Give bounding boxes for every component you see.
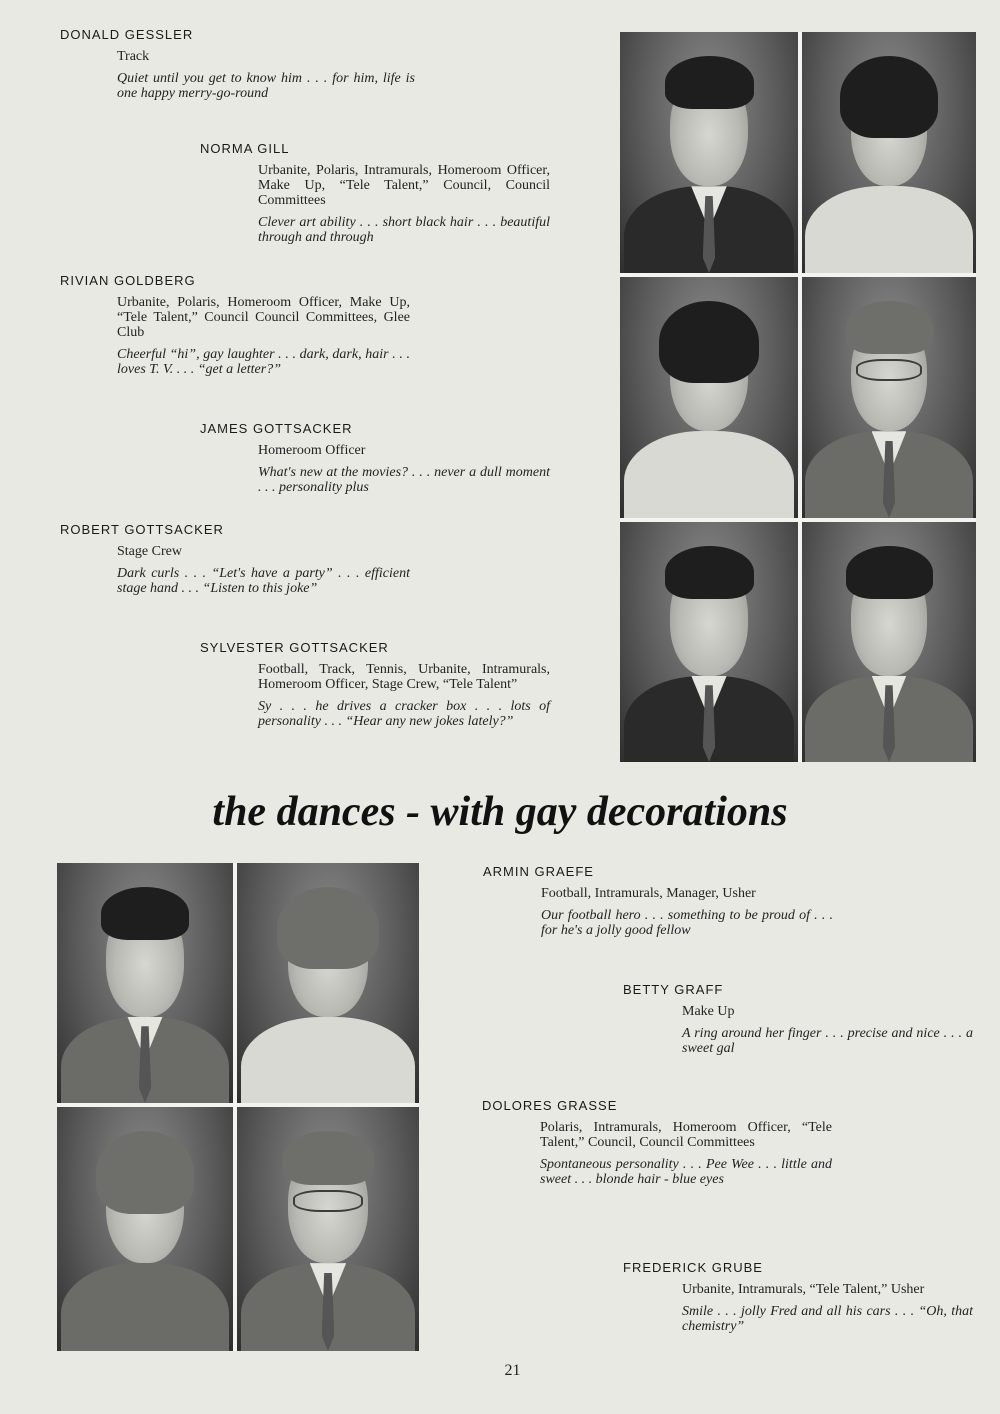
senior-quote: Cheerful “hi”, gay laughter . . . dark, dark, hair . . . loves T. V. . . . “get a letter?” [117,347,410,377]
senior-quote: Sy . . . he drives a cracker box . . . lots of personality . . . “Hear any new jokes lately?” [258,699,550,729]
senior-quote: Clever art ability . . . short black hair . . . beautiful through and through [258,215,550,245]
portrait-photo-armin-graefe [57,863,233,1103]
senior-quote: What's new at the movies? . . . never a dull moment . . . personality plus [258,465,550,495]
senior-entry-rivian-goldberg [60,273,410,377]
senior-name: BETTY GRAFF [623,982,724,997]
senior-entry-dolores-grasse [482,1098,832,1187]
portrait-photo-frederick-grube [237,1107,419,1351]
senior-entry-james-gottsacker [200,421,550,495]
senior-name: JAMES GOTTSACKER [200,421,353,436]
senior-name: SYLVESTER GOTTSACKER [200,640,389,655]
photo-grid-bottom [57,863,419,1351]
senior-activities: Urbanite, Polaris, Intramurals, Homeroom Officer, Make Up, “Tele Talent,” Council, Council Committees [258,163,550,208]
senior-activities: Urbanite, Intramurals, “Tele Talent,” Usher [682,1282,925,1297]
senior-activities: Track [117,49,150,64]
senior-quote: A ring around her finger . . . precise and nice . . . a sweet gal [682,1026,973,1056]
section-heading: the dances - with gay decorations [212,789,788,835]
portrait-photo-rivian-goldberg [620,277,798,518]
portrait-photo-betty-graff [237,863,419,1103]
senior-name: DONALD GESSLER [60,27,194,42]
senior-entry-frederick-grube [623,1260,973,1334]
senior-quote: Quiet until you get to know him . . . for him, life is one happy merry-go-round [117,71,415,101]
senior-entry-betty-graff [623,982,973,1056]
senior-name: ARMIN GRAEFE [483,864,594,879]
senior-name: NORMA GILL [200,141,290,156]
senior-activities: Football, Track, Tennis, Urbanite, Intramurals, Homeroom Officer, Stage Crew, “Tele Talent” [258,662,550,692]
portrait-photo-robert-gottsacker [620,522,798,762]
portrait-photo-dolores-grasse [57,1107,233,1351]
portrait-photo-norma-gill [802,32,976,273]
photo-grid-top [620,32,976,762]
senior-activities: Make Up [682,1004,735,1019]
senior-name: ROBERT GOTTSACKER [60,522,224,537]
senior-name: RIVIAN GOLDBERG [60,273,196,288]
senior-name: DOLORES GRASSE [482,1098,618,1113]
senior-activities: Polaris, Intramurals, Homeroom Officer, “Tele Talent,” Council, Council Committees [540,1120,832,1150]
senior-entry-sylvester-gottsacker [200,640,550,729]
senior-activities: Football, Intramurals, Manager, Usher [541,886,756,901]
senior-entry-armin-graefe [483,864,833,938]
portrait-photo-donald-gessler [620,32,798,273]
senior-entry-robert-gottsacker [60,522,410,596]
senior-quote: Our football hero . . . something to be proud of . . . for he's a jolly good fellow [541,908,833,938]
senior-quote: Spontaneous personality . . . Pee Wee . . . little and sweet . . . blonde hair - blue eyes [540,1157,832,1187]
senior-entry-donald-gessler [60,27,415,101]
portrait-photo-sylvester-gottsacker [802,522,976,762]
senior-quote: Smile . . . jolly Fred and all his cars . . . “Oh, that chemistry” [682,1304,973,1334]
senior-activities: Stage Crew [117,544,182,559]
senior-activities: Homeroom Officer [258,443,366,458]
senior-entry-norma-gill [200,141,550,245]
portrait-photo-james-gottsacker [802,277,976,518]
senior-quote: Dark curls . . . “Let's have a party” . . . efficient stage hand . . . “Listen to this joke” [117,566,410,596]
senior-activities: Urbanite, Polaris, Homeroom Officer, Make Up, “Tele Talent,” Council Council Committees, Glee Club [117,295,410,340]
page-number: 21 [504,1362,521,1379]
senior-name: FREDERICK GRUBE [623,1260,763,1275]
